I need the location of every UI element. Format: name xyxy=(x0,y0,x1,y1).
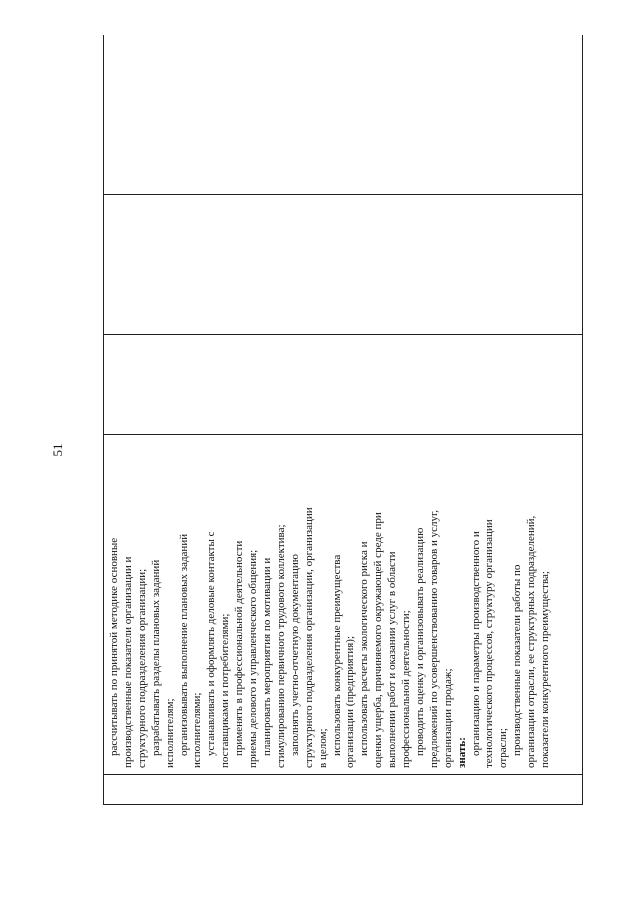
text-line: применять в профессиональной деятельности xyxy=(233,540,246,756)
text-line: исполнителям; xyxy=(163,698,176,768)
text-line: использовать конкурентные преимущества xyxy=(330,554,343,756)
text-line: в целом; xyxy=(316,728,329,768)
page-number: 51 xyxy=(50,443,65,457)
text-line: разрабатывать разделы плановых заданий xyxy=(149,559,162,756)
text-line: заполнять учетно-отчетную документацию xyxy=(288,553,301,756)
skills-list xyxy=(108,441,553,768)
text-line: приемы делового и управленческого общения; xyxy=(247,549,260,768)
table-row xyxy=(104,35,583,805)
text-line: оценки ущерба, причиняемого окружающей среде при xyxy=(372,512,385,768)
text-line: организовывать выполнение плановых заданий xyxy=(177,533,190,756)
text-line: проводить оценку и организовывать реализацию xyxy=(413,527,426,756)
competency-table xyxy=(103,35,583,805)
text-line: устанавливать и оформлять деловые контакты с xyxy=(205,531,218,756)
text-line: структурного подразделения организации; xyxy=(135,568,148,768)
text-line: организацию и параметры производственного и xyxy=(469,531,482,756)
table-cell-skills xyxy=(104,435,583,775)
table-cell-code xyxy=(104,775,583,805)
text-line: организации продаж; xyxy=(441,668,454,768)
text-line: производственные показатели работы по xyxy=(511,564,524,756)
text-line: исполнителями; xyxy=(191,692,204,768)
text-line: профессиональной деятельности; xyxy=(400,610,413,768)
rotated-sheet xyxy=(103,35,583,805)
text-line: выполнении работ и оказании услуг в области xyxy=(386,551,399,768)
text-line: организации отрасли, ее структурных подразделений, xyxy=(525,515,538,768)
text-line: рассчитывать по принятой методике основные xyxy=(108,537,120,756)
table-rotator xyxy=(103,35,583,805)
text-line: структурного подразделения организации, организации xyxy=(302,507,315,768)
text-line: стимулированию первичного трудового коллектива; xyxy=(274,524,287,768)
table-cell-5 xyxy=(104,35,583,195)
text-line: предложений по усовершенствованию товаров и услуг, xyxy=(427,509,440,768)
text-line: производственные показатели организации и xyxy=(121,556,134,768)
text-line: поставщиками и потребителями; xyxy=(219,613,232,768)
text-line: планировать мероприятия по мотивации и xyxy=(260,557,273,756)
text-line: отрасли; xyxy=(497,728,510,768)
text-line: показатели конкурентного преимущества; xyxy=(539,571,552,768)
text-line: технологического процессов, структуру организации xyxy=(483,519,496,768)
table-cell-3 xyxy=(104,335,583,435)
text-line: использовать расчеты экологического риска и xyxy=(358,541,371,756)
text-line: знать: xyxy=(455,737,468,768)
table-cell-4 xyxy=(104,195,583,335)
text-line: организации (предприятия); xyxy=(344,636,357,768)
